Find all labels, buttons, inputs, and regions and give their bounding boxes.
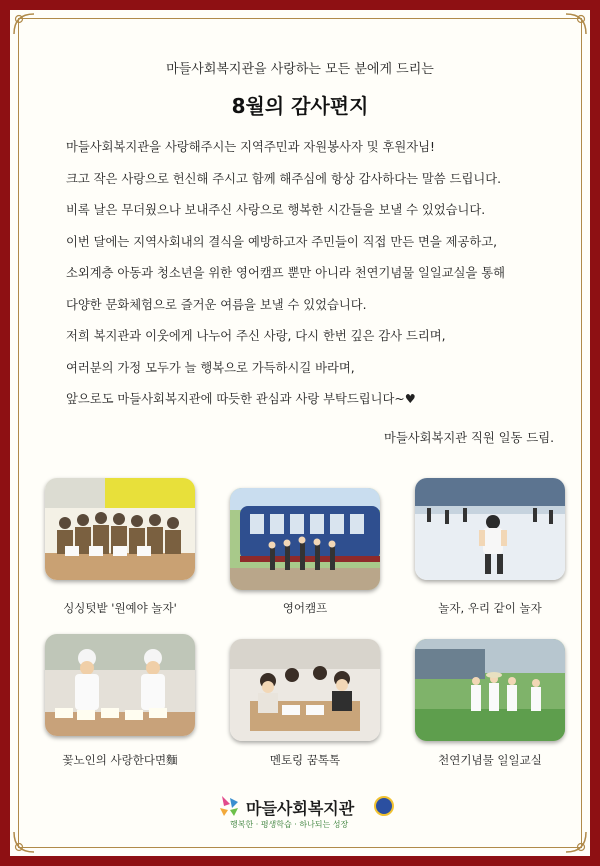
letter-line: 이번 달에는 지역사회내의 결식을 예방하고자 주민들이 직접 만든 면을 제공하고, bbox=[66, 234, 498, 249]
letter-line: 크고 작은 사랑으로 헌신해 주시고 함께 해주심에 항상 감사하다는 말씀 드립니다. bbox=[66, 171, 501, 186]
photo-noodles bbox=[45, 634, 195, 736]
letter-line: 비록 날은 무더웠으나 보내주신 사랑으로 행복한 시간들을 보낼 수 있었습니다. bbox=[66, 203, 486, 217]
footer-logo bbox=[216, 792, 386, 836]
corner-ornament-icon bbox=[10, 830, 36, 856]
letter-signature: 마들사회복지관 직원 일동 드림. bbox=[383, 431, 554, 445]
photo-mentoring bbox=[230, 639, 380, 741]
letter-line: 소외계층 아동과 청소년을 위한 영어캠프 뿐만 아니라 천연기념물 일일교실을 통해 bbox=[66, 266, 506, 280]
letter-subtitle: 마들사회복지관을 사랑하는 모든 분에게 드리는 bbox=[166, 62, 434, 77]
photo-nature-class bbox=[415, 639, 565, 741]
letter-page bbox=[10, 10, 590, 856]
photo-english-camp bbox=[230, 488, 380, 590]
letter-line: 저희 복지관과 이웃에게 나누어 주신 사랑, 다시 한번 깊은 감사 드리며, bbox=[66, 329, 446, 343]
corner-ornament-icon bbox=[564, 830, 590, 856]
corner-ornament-icon bbox=[564, 10, 590, 36]
photo-caption: 놀자, 우리 같이 놀자 bbox=[438, 601, 542, 615]
letter-line: 다양한 문화체험으로 즐거운 여름을 보낼 수 있었습니다. bbox=[66, 297, 367, 312]
corner-ornament-icon bbox=[10, 10, 36, 36]
letter-line: 마들사회복지관을 사랑해주시는 지역주민과 자원봉사자 및 후원자님! bbox=[66, 140, 435, 154]
badge-icon bbox=[374, 796, 394, 816]
photo-caption: 영어캠프 bbox=[282, 601, 328, 615]
photo-ice-rink bbox=[415, 478, 565, 580]
photo-caption: 꽃노인의 사랑한다면麵 bbox=[62, 753, 178, 767]
photo-garden bbox=[45, 478, 195, 580]
letter-line: 여러분의 가정 모두가 늘 행복으로 가득하시길 바라며, bbox=[66, 360, 355, 375]
footer-slogan: 행복한 · 평생학습 · 하나되는 성장 bbox=[230, 820, 349, 829]
letter-title: 8월의 감사편지 bbox=[231, 94, 369, 118]
madeul-logo-icon bbox=[216, 792, 250, 822]
photo-caption: 멘토링 꿈톡톡 bbox=[269, 753, 341, 767]
photo-caption: 싱싱텃밭 '원예야 놀자' bbox=[63, 601, 177, 615]
photo-caption: 천연기념물 일일교실 bbox=[438, 753, 542, 767]
letter-line: 앞으로도 마들사회복지관에 따듯한 관심과 사랑 부탁드립니다~♥ bbox=[66, 392, 416, 406]
footer-org-name: 마들사회복지관 bbox=[246, 799, 355, 818]
letter-body bbox=[66, 132, 566, 416]
